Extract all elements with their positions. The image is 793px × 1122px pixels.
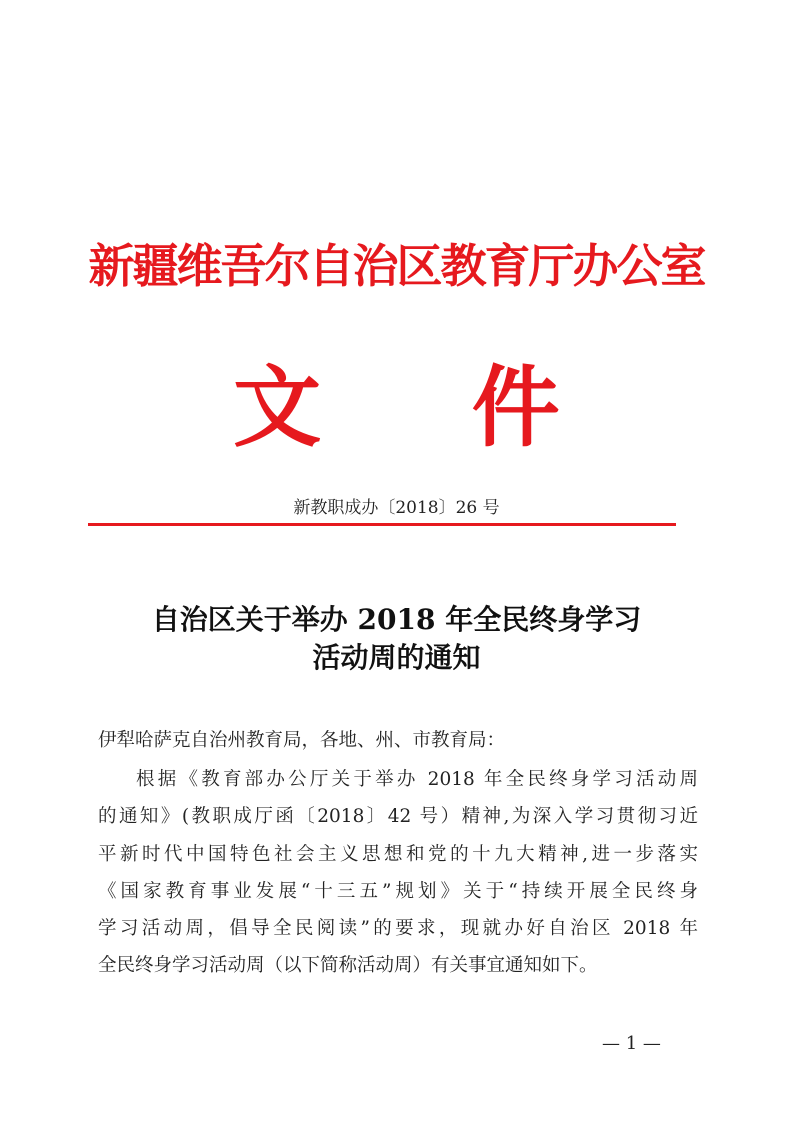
red-divider-line (88, 523, 676, 526)
page-number: — 1 — (602, 1033, 661, 1054)
body-line: 的通知》(教职成厅函〔2018〕42 号）精神,为深入学习贯彻习近 (98, 806, 698, 828)
body-line: 学习活动周，倡导全民阅读”的要求，现就办好自治区 2018 年 (98, 918, 698, 940)
body-line: 根据《教育部办公厅关于举办 2018 年全民终身学习活动周 (136, 769, 698, 790)
body-line: 平新时代中国特色社会主义思想和党的十九大精神,进一步落实 (98, 843, 698, 865)
notice-title-line-1: 自治区关于举办 2018 年全民终身学习 (151, 603, 642, 636)
notice-body (98, 761, 698, 985)
notice-title (0, 601, 793, 677)
document-type-heading: 文 件 (233, 355, 620, 459)
issuing-organization: 新疆维吾尔自治区教育厅办公室 (88, 239, 705, 293)
notice-title-line-2: 活动周的通知 (312, 641, 481, 674)
body-line: 《国家教育事业发展“十三五”规划》关于“持续开展全民终身 (98, 880, 698, 902)
document-number: 新教职成办〔2018〕26 号 (293, 498, 500, 518)
body-line: 全民终身学习活动周（以下简称活动周）有关事宜通知如下。 (98, 955, 598, 977)
salutation: 伊犁哈萨克自治州教育局，各地、州、市教育局： (98, 730, 506, 751)
